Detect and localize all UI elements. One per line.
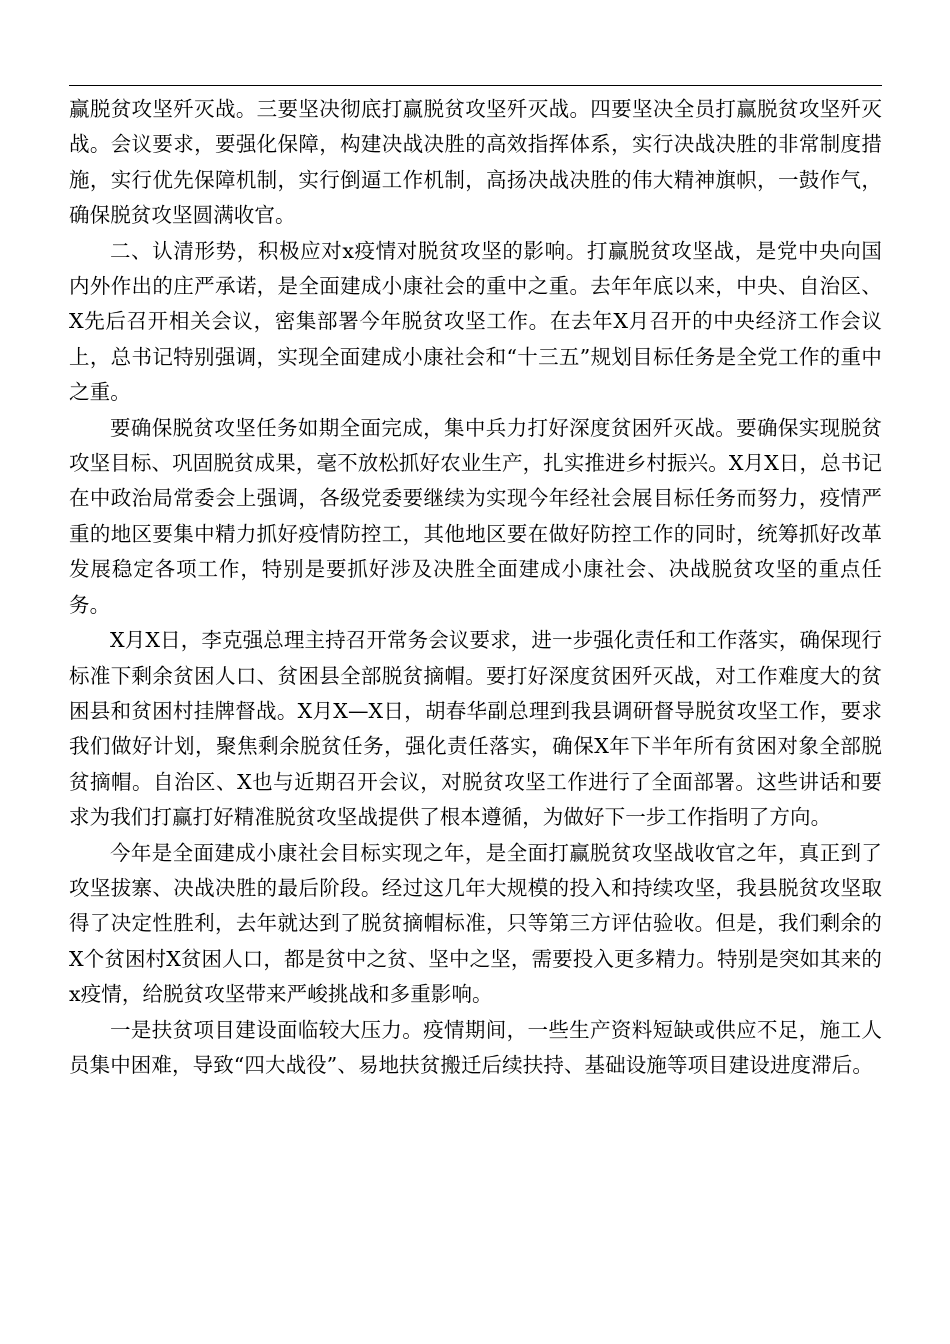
document-body [69,92,882,1083]
paragraph: 要确保脱贫攻坚任务如期全面完成，集中兵力打好深度贫困歼灭战。要确保实现脱贫攻坚目标、巩固脱贫成果，毫不放松抓好农业生产，扎实推进乡村振兴。X月X日，总书记在中政治局常委会上强调，各级党委要继续为实现今年经社会展目标任务而努力，疫情严重的地区要集中精力抓好疫情防控工，其他地区要在做好防控工作的同时，统筹抓好改革发展稳定各项工作，特别是要抓好涉及决胜全面建成小康社会、决战脱贫攻坚的重点任务。 [69,415,882,617]
paragraph: 今年是全面建成小康社会目标实现之年，是全面打赢脱贫攻坚战收官之年，真正到了攻坚拔寨、决战决胜的最后阶段。经过这几年大规模的投入和持续攻坚，我县脱贫攻坚取得了决定性胜利，去年就达到了脱贫摘帽标准，只等第三方评估验收。但是，我们剩余的X个贫困村X贫困人口，都是贫中之贫、坚中之坚，需要投入更多精力。特别是突如其来的x疫情，给脱贫攻坚带来严峻挑战和多重影响。 [69,840,882,1007]
paragraph: 一是扶贫项目建设面临较大压力。疫情期间，一些生产资料短缺或供应不足，施工人员集中困难，导致“四大战役”、易地扶贫搬迁后续扶持、基础设施等项目建设进度滞后。 [69,1017,882,1077]
header-rule [69,85,882,86]
paragraph-section-two: 二、认清形势，积极应对x疫情对脱贫攻坚的影响。打赢脱贫攻坚战，是党中央向国内外作出的庄严承诺，是全面建成小康社会的重中之重。去年年底以来，中央、自治区、X先后召开相关会议，密集部署今年脱贫攻坚工作。在去年X月召开的中央经济工作会议上，总书记特别强调，实现全面建成小康社会和“十三五”规划目标任务是全党工作的重中之重。 [69,238,882,405]
paragraph: X月X日，李克强总理主持召开常务会议要求，进一步强化责任和工作落实，确保现行标准下剩余贫困人口、贫困县全部脱贫摘帽。要打好深度贫困歼灭战，对工作难度大的贫困县和贫困村挂牌督战。X月X—X日，胡春华副总理到我县调研督导脱贫攻坚工作，要求我们做好计划，聚焦剩余脱贫任务，强化责任落实，确保X年下半年所有贫困对象全部脱贫摘帽。自治区、X也与近期召开会议，对脱贫攻坚工作进行了全面部署。这些讲话和要求为我们打赢打好精准脱贫攻坚战提供了根本遵循，为做好下一步工作指明了方向。 [69,628,882,830]
paragraph-continued: 赢脱贫攻坚歼灭战。三要坚决彻底打赢脱贫攻坚歼灭战。四要坚决全员打赢脱贫攻坚歼灭战。会议要求，要强化保障，构建决战决胜的高效指挥体系，实行决战决胜的非常制度措施，实行优先保障机制，实行倒逼工作机制，高扬决战决胜的伟大精神旗帜，一鼓作气，确保脱贫攻坚圆满收官。 [69,97,882,228]
